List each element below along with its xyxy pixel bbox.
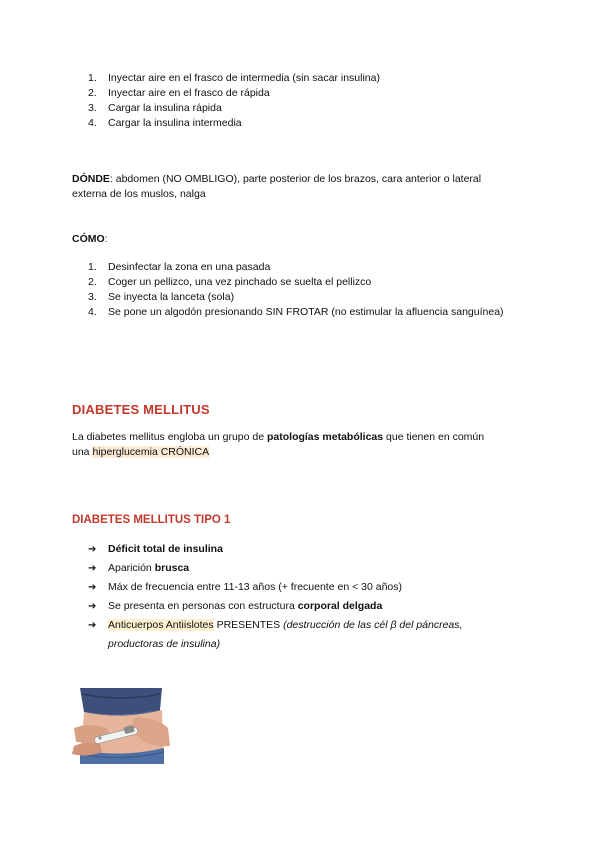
highlight-hiperglucemia: hiperglucemia CRÓNICA [92, 446, 210, 458]
list-item: ➔ Anticuerpos Antiislotes PRESENTES (destrucción de las cél β del páncreas, productoras de insulina) [88, 616, 518, 654]
list-item: 1. Inyectar aire en el frasco de intermedia (sin sacar insulina) [88, 72, 380, 84]
arrow-icon: ➔ [88, 620, 97, 631]
list-item: 2. Inyectar aire en el frasco de rápida [88, 87, 270, 99]
mix-steps-list [88, 71, 380, 131]
arrow-icon: ➔ [88, 601, 97, 612]
tipo1-heading: DIABETES MELLITUS TIPO 1 [72, 514, 231, 526]
list-item: 3. Cargar la insulina rápida [88, 102, 222, 114]
list-item: ➔ Déficit total de insulina [88, 540, 518, 559]
arrow-icon: ➔ [88, 582, 97, 593]
diabetes-paragraph: La diabetes mellitus engloba un grupo de patologías metabólicas que tienen en común una hiperglucemia CRÓNICA [72, 431, 485, 458]
list-item: ➔ Aparición brusca [88, 559, 518, 578]
list-item: 1. Desinfectar la zona en una pasada [88, 261, 271, 273]
list-item: ➔ Máx de frecuencia entre 11-13 años (+ frecuente en < 30 años) [88, 578, 518, 597]
como-label-line: CÓMO: [72, 233, 108, 245]
diabetes-heading: DIABETES MELLITUS [72, 402, 210, 417]
tipo1-list [88, 540, 518, 654]
insulin-injection-illustration [72, 688, 172, 764]
arrow-icon: ➔ [88, 563, 97, 574]
como-label: CÓMO [72, 233, 105, 245]
injection-photo-icon [72, 688, 172, 764]
list-item: 4. Cargar la insulina intermedia [88, 117, 242, 129]
highlight-anticuerpos: Anticuerpos Antiislotes [108, 619, 214, 631]
como-steps-list [88, 260, 504, 320]
list-item: ➔ Se presenta en personas con estructura corporal delgada [88, 597, 518, 616]
donde-paragraph: DÓNDE: abdomen (NO OMBLIGO), parte posterior de los brazos, cara anterior o lateral externa de los muslos, nalga [72, 173, 482, 200]
donde-label: DÓNDE [72, 173, 110, 185]
list-item: 3. Se inyecta la lanceta (sola) [88, 291, 235, 303]
list-item: 4. Se pone un algodón presionando SIN FROTAR (no estimular la afluencia sanguínea) [88, 306, 504, 318]
list-item: 2. Coger un pellizco, una vez pinchado se suelta el pellizco [88, 276, 372, 288]
arrow-icon: ➔ [88, 544, 97, 555]
